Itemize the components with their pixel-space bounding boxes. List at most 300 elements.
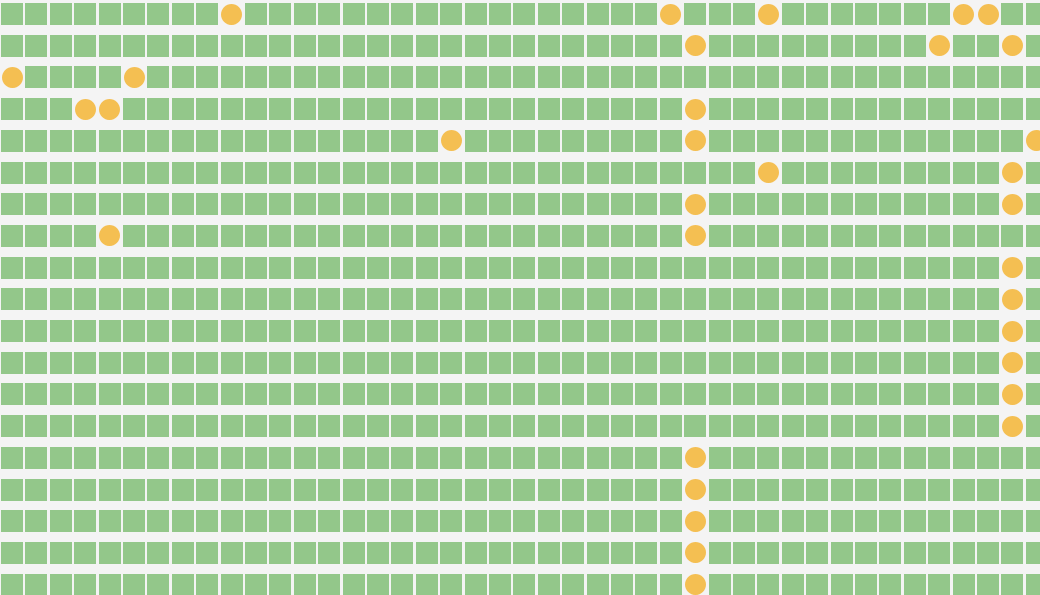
grass-tile[interactable] xyxy=(831,288,853,310)
grass-tile[interactable] xyxy=(123,510,145,532)
grass-tile[interactable] xyxy=(221,130,243,152)
grass-tile[interactable] xyxy=(831,510,853,532)
grass-tile[interactable] xyxy=(806,352,828,374)
grass-tile[interactable] xyxy=(660,542,682,564)
grass-tile[interactable] xyxy=(684,288,706,310)
grass-tile[interactable] xyxy=(855,542,877,564)
grass-tile[interactable] xyxy=(635,225,657,247)
grass-tile[interactable] xyxy=(879,447,901,469)
grass-tile[interactable] xyxy=(538,162,560,184)
grass-tile[interactable] xyxy=(953,479,975,501)
grass-tile[interactable] xyxy=(416,3,438,25)
grass-tile[interactable] xyxy=(709,257,731,279)
grass-tile[interactable] xyxy=(806,383,828,405)
grass-tile[interactable] xyxy=(587,383,609,405)
grass-tile[interactable] xyxy=(25,510,47,532)
grass-tile[interactable] xyxy=(709,35,731,57)
grass-tile[interactable] xyxy=(782,447,804,469)
grass-tile[interactable] xyxy=(1,225,23,247)
grass-tile[interactable] xyxy=(904,288,926,310)
grass-tile[interactable] xyxy=(123,98,145,120)
grass-tile[interactable] xyxy=(147,352,169,374)
grass-tile[interactable] xyxy=(99,415,121,437)
grass-tile[interactable] xyxy=(391,447,413,469)
grass-tile[interactable] xyxy=(99,320,121,342)
grass-tile[interactable] xyxy=(1,130,23,152)
grass-tile[interactable] xyxy=(977,320,999,342)
grass-tile[interactable] xyxy=(245,193,267,215)
grass-tile[interactable] xyxy=(465,383,487,405)
grass-tile[interactable] xyxy=(416,98,438,120)
grass-tile[interactable] xyxy=(513,574,535,595)
grass-tile[interactable] xyxy=(99,479,121,501)
grass-tile[interactable] xyxy=(806,66,828,88)
grass-tile[interactable] xyxy=(977,574,999,595)
grass-tile[interactable] xyxy=(489,98,511,120)
grass-tile[interactable] xyxy=(25,383,47,405)
grass-tile[interactable] xyxy=(416,288,438,310)
grass-tile[interactable] xyxy=(1001,479,1023,501)
grass-tile[interactable] xyxy=(782,288,804,310)
grass-tile[interactable] xyxy=(416,510,438,532)
grass-tile[interactable] xyxy=(1026,3,1040,25)
grass-tile[interactable] xyxy=(513,162,535,184)
grass-tile[interactable] xyxy=(318,415,340,437)
grass-tile[interactable] xyxy=(221,510,243,532)
grass-tile[interactable] xyxy=(562,510,584,532)
grass-tile[interactable] xyxy=(953,574,975,595)
grass-tile[interactable] xyxy=(1,3,23,25)
coin-cell[interactable] xyxy=(99,225,121,247)
grass-tile[interactable] xyxy=(391,98,413,120)
grass-tile[interactable] xyxy=(928,98,950,120)
grass-tile[interactable] xyxy=(416,130,438,152)
grass-tile[interactable] xyxy=(660,479,682,501)
grass-tile[interactable] xyxy=(660,130,682,152)
grass-tile[interactable] xyxy=(172,257,194,279)
grass-tile[interactable] xyxy=(50,3,72,25)
grass-tile[interactable] xyxy=(123,3,145,25)
grass-tile[interactable] xyxy=(50,320,72,342)
coin-cell[interactable] xyxy=(684,130,706,152)
grass-tile[interactable] xyxy=(1001,225,1023,247)
grass-tile[interactable] xyxy=(904,225,926,247)
grass-tile[interactable] xyxy=(587,415,609,437)
grass-tile[interactable] xyxy=(635,320,657,342)
grass-tile[interactable] xyxy=(74,130,96,152)
grass-tile[interactable] xyxy=(879,542,901,564)
grass-tile[interactable] xyxy=(440,257,462,279)
grass-tile[interactable] xyxy=(855,162,877,184)
grass-tile[interactable] xyxy=(99,130,121,152)
grass-tile[interactable] xyxy=(757,510,779,532)
grass-tile[interactable] xyxy=(172,35,194,57)
grass-tile[interactable] xyxy=(50,130,72,152)
grass-tile[interactable] xyxy=(684,162,706,184)
grass-tile[interactable] xyxy=(489,415,511,437)
grass-tile[interactable] xyxy=(343,98,365,120)
grass-tile[interactable] xyxy=(709,193,731,215)
grass-tile[interactable] xyxy=(245,479,267,501)
grass-tile[interactable] xyxy=(1,352,23,374)
grass-tile[interactable] xyxy=(25,225,47,247)
grass-tile[interactable] xyxy=(757,225,779,247)
grass-tile[interactable] xyxy=(367,510,389,532)
grass-tile[interactable] xyxy=(343,479,365,501)
grass-tile[interactable] xyxy=(25,415,47,437)
grass-tile[interactable] xyxy=(172,98,194,120)
grass-tile[interactable] xyxy=(1,383,23,405)
grass-tile[interactable] xyxy=(538,510,560,532)
grass-tile[interactable] xyxy=(879,574,901,595)
grass-tile[interactable] xyxy=(904,447,926,469)
grass-tile[interactable] xyxy=(953,542,975,564)
grass-tile[interactable] xyxy=(879,130,901,152)
grass-tile[interactable] xyxy=(123,415,145,437)
coin-cell[interactable] xyxy=(440,130,462,152)
grass-tile[interactable] xyxy=(440,415,462,437)
grass-tile[interactable] xyxy=(977,162,999,184)
grass-tile[interactable] xyxy=(660,35,682,57)
grass-tile[interactable] xyxy=(25,162,47,184)
grass-tile[interactable] xyxy=(294,542,316,564)
grass-tile[interactable] xyxy=(196,130,218,152)
grass-tile[interactable] xyxy=(513,35,535,57)
grass-tile[interactable] xyxy=(245,288,267,310)
grass-tile[interactable] xyxy=(660,162,682,184)
grass-tile[interactable] xyxy=(635,479,657,501)
grass-tile[interactable] xyxy=(391,320,413,342)
grass-tile[interactable] xyxy=(635,415,657,437)
grass-tile[interactable] xyxy=(440,510,462,532)
grass-tile[interactable] xyxy=(513,352,535,374)
grass-tile[interactable] xyxy=(1001,130,1023,152)
grass-tile[interactable] xyxy=(757,130,779,152)
grass-tile[interactable] xyxy=(269,3,291,25)
grass-tile[interactable] xyxy=(587,98,609,120)
grass-tile[interactable] xyxy=(635,162,657,184)
grass-tile[interactable] xyxy=(99,35,121,57)
grass-tile[interactable] xyxy=(367,415,389,437)
grass-tile[interactable] xyxy=(196,479,218,501)
grass-tile[interactable] xyxy=(513,225,535,247)
grass-tile[interactable] xyxy=(416,257,438,279)
grass-tile[interactable] xyxy=(538,66,560,88)
grass-tile[interactable] xyxy=(587,3,609,25)
coin-cell[interactable] xyxy=(684,35,706,57)
grass-tile[interactable] xyxy=(782,193,804,215)
grass-tile[interactable] xyxy=(831,542,853,564)
grass-tile[interactable] xyxy=(855,130,877,152)
grass-tile[interactable] xyxy=(245,542,267,564)
grass-tile[interactable] xyxy=(635,130,657,152)
grass-tile[interactable] xyxy=(977,479,999,501)
grass-tile[interactable] xyxy=(928,510,950,532)
grass-tile[interactable] xyxy=(343,162,365,184)
grass-tile[interactable] xyxy=(782,479,804,501)
grass-tile[interactable] xyxy=(367,66,389,88)
grass-tile[interactable] xyxy=(709,415,731,437)
grass-tile[interactable] xyxy=(343,257,365,279)
grass-tile[interactable] xyxy=(660,574,682,595)
grass-tile[interactable] xyxy=(99,3,121,25)
grass-tile[interactable] xyxy=(123,162,145,184)
grass-tile[interactable] xyxy=(196,3,218,25)
grass-tile[interactable] xyxy=(343,193,365,215)
grass-tile[interactable] xyxy=(562,383,584,405)
grass-tile[interactable] xyxy=(74,66,96,88)
grass-tile[interactable] xyxy=(221,162,243,184)
grass-tile[interactable] xyxy=(855,383,877,405)
grass-tile[interactable] xyxy=(757,66,779,88)
grass-tile[interactable] xyxy=(709,3,731,25)
grass-tile[interactable] xyxy=(538,3,560,25)
grass-tile[interactable] xyxy=(465,130,487,152)
grass-tile[interactable] xyxy=(343,35,365,57)
grass-tile[interactable] xyxy=(391,288,413,310)
grass-tile[interactable] xyxy=(611,257,633,279)
grass-tile[interactable] xyxy=(977,66,999,88)
grass-tile[interactable] xyxy=(1001,447,1023,469)
grass-tile[interactable] xyxy=(1,574,23,595)
grass-tile[interactable] xyxy=(611,98,633,120)
grass-tile[interactable] xyxy=(318,193,340,215)
grass-tile[interactable] xyxy=(953,98,975,120)
grass-tile[interactable] xyxy=(440,479,462,501)
grass-tile[interactable] xyxy=(343,383,365,405)
grass-tile[interactable] xyxy=(440,35,462,57)
grass-tile[interactable] xyxy=(928,383,950,405)
grass-tile[interactable] xyxy=(25,193,47,215)
grass-tile[interactable] xyxy=(538,352,560,374)
grass-tile[interactable] xyxy=(1,542,23,564)
grass-tile[interactable] xyxy=(25,288,47,310)
grass-tile[interactable] xyxy=(343,447,365,469)
grass-tile[interactable] xyxy=(50,98,72,120)
grass-tile[interactable] xyxy=(50,574,72,595)
grass-tile[interactable] xyxy=(611,66,633,88)
grass-tile[interactable] xyxy=(611,225,633,247)
grass-tile[interactable] xyxy=(831,225,853,247)
grass-tile[interactable] xyxy=(147,479,169,501)
grass-tile[interactable] xyxy=(221,574,243,595)
grass-tile[interactable] xyxy=(733,415,755,437)
grass-tile[interactable] xyxy=(831,415,853,437)
grass-tile[interactable] xyxy=(635,257,657,279)
grass-tile[interactable] xyxy=(538,415,560,437)
grass-tile[interactable] xyxy=(928,320,950,342)
grass-tile[interactable] xyxy=(1001,66,1023,88)
grass-tile[interactable] xyxy=(172,542,194,564)
grass-tile[interactable] xyxy=(391,35,413,57)
grass-tile[interactable] xyxy=(904,479,926,501)
grass-tile[interactable] xyxy=(147,320,169,342)
grass-tile[interactable] xyxy=(221,225,243,247)
grass-tile[interactable] xyxy=(904,130,926,152)
grass-tile[interactable] xyxy=(147,162,169,184)
grass-tile[interactable] xyxy=(440,98,462,120)
grass-tile[interactable] xyxy=(147,3,169,25)
grass-tile[interactable] xyxy=(782,225,804,247)
grass-tile[interactable] xyxy=(782,130,804,152)
grass-tile[interactable] xyxy=(269,257,291,279)
grass-tile[interactable] xyxy=(343,66,365,88)
grass-tile[interactable] xyxy=(196,35,218,57)
grass-tile[interactable] xyxy=(245,383,267,405)
grass-tile[interactable] xyxy=(879,479,901,501)
grass-tile[interactable] xyxy=(562,447,584,469)
grass-tile[interactable] xyxy=(489,510,511,532)
grass-tile[interactable] xyxy=(465,162,487,184)
grass-tile[interactable] xyxy=(1026,66,1040,88)
grass-tile[interactable] xyxy=(318,447,340,469)
grass-tile[interactable] xyxy=(635,542,657,564)
grass-tile[interactable] xyxy=(25,130,47,152)
grass-tile[interactable] xyxy=(367,288,389,310)
grass-tile[interactable] xyxy=(660,447,682,469)
grass-tile[interactable] xyxy=(245,98,267,120)
grass-tile[interactable] xyxy=(953,130,975,152)
grass-tile[interactable] xyxy=(1,288,23,310)
grass-tile[interactable] xyxy=(953,415,975,437)
grass-tile[interactable] xyxy=(611,320,633,342)
grass-tile[interactable] xyxy=(440,3,462,25)
grass-tile[interactable] xyxy=(562,542,584,564)
grass-tile[interactable] xyxy=(245,352,267,374)
grass-tile[interactable] xyxy=(440,320,462,342)
grass-tile[interactable] xyxy=(904,510,926,532)
grass-tile[interactable] xyxy=(709,352,731,374)
grass-tile[interactable] xyxy=(269,574,291,595)
grass-tile[interactable] xyxy=(757,542,779,564)
grass-tile[interactable] xyxy=(904,574,926,595)
grass-tile[interactable] xyxy=(782,320,804,342)
grass-tile[interactable] xyxy=(635,3,657,25)
grass-tile[interactable] xyxy=(391,225,413,247)
grass-tile[interactable] xyxy=(635,35,657,57)
grass-tile[interactable] xyxy=(343,510,365,532)
grass-tile[interactable] xyxy=(587,257,609,279)
grass-tile[interactable] xyxy=(123,447,145,469)
grass-tile[interactable] xyxy=(74,352,96,374)
grass-tile[interactable] xyxy=(269,66,291,88)
grass-tile[interactable] xyxy=(489,162,511,184)
grass-tile[interactable] xyxy=(879,35,901,57)
grass-tile[interactable] xyxy=(465,288,487,310)
grass-tile[interactable] xyxy=(196,383,218,405)
grass-tile[interactable] xyxy=(318,383,340,405)
grass-tile[interactable] xyxy=(465,35,487,57)
grass-tile[interactable] xyxy=(1026,288,1040,310)
grass-tile[interactable] xyxy=(74,447,96,469)
grass-tile[interactable] xyxy=(50,415,72,437)
coin-cell[interactable] xyxy=(684,98,706,120)
grass-tile[interactable] xyxy=(123,542,145,564)
coin-cell[interactable] xyxy=(953,3,975,25)
grass-tile[interactable] xyxy=(684,320,706,342)
grass-tile[interactable] xyxy=(757,415,779,437)
grass-tile[interactable] xyxy=(538,542,560,564)
grass-tile[interactable] xyxy=(879,193,901,215)
grass-tile[interactable] xyxy=(172,162,194,184)
grass-tile[interactable] xyxy=(172,225,194,247)
grass-tile[interactable] xyxy=(587,288,609,310)
grass-tile[interactable] xyxy=(50,479,72,501)
grass-tile[interactable] xyxy=(928,542,950,564)
grass-tile[interactable] xyxy=(172,383,194,405)
grass-tile[interactable] xyxy=(635,510,657,532)
grass-tile[interactable] xyxy=(221,383,243,405)
grass-tile[interactable] xyxy=(294,130,316,152)
grass-tile[interactable] xyxy=(757,383,779,405)
grass-tile[interactable] xyxy=(660,352,682,374)
grass-tile[interactable] xyxy=(489,35,511,57)
grass-tile[interactable] xyxy=(440,447,462,469)
grass-tile[interactable] xyxy=(953,447,975,469)
grass-tile[interactable] xyxy=(562,162,584,184)
grass-tile[interactable] xyxy=(513,3,535,25)
grass-tile[interactable] xyxy=(733,98,755,120)
grass-tile[interactable] xyxy=(977,288,999,310)
grass-tile[interactable] xyxy=(245,510,267,532)
grass-tile[interactable] xyxy=(562,35,584,57)
grass-tile[interactable] xyxy=(391,510,413,532)
grass-tile[interactable] xyxy=(269,98,291,120)
grass-tile[interactable] xyxy=(343,574,365,595)
grass-tile[interactable] xyxy=(416,415,438,437)
grass-tile[interactable] xyxy=(831,574,853,595)
grass-tile[interactable] xyxy=(904,542,926,564)
grass-tile[interactable] xyxy=(806,510,828,532)
grass-tile[interactable] xyxy=(562,225,584,247)
grass-tile[interactable] xyxy=(879,98,901,120)
grass-tile[interactable] xyxy=(904,98,926,120)
grass-tile[interactable] xyxy=(294,225,316,247)
grass-tile[interactable] xyxy=(123,383,145,405)
grass-tile[interactable] xyxy=(782,574,804,595)
grass-tile[interactable] xyxy=(782,98,804,120)
grass-tile[interactable] xyxy=(953,320,975,342)
grass-tile[interactable] xyxy=(977,383,999,405)
grass-tile[interactable] xyxy=(74,35,96,57)
grass-tile[interactable] xyxy=(977,257,999,279)
grass-tile[interactable] xyxy=(831,98,853,120)
grass-tile[interactable] xyxy=(489,383,511,405)
grass-tile[interactable] xyxy=(343,130,365,152)
grass-tile[interactable] xyxy=(733,35,755,57)
grass-tile[interactable] xyxy=(977,225,999,247)
grass-tile[interactable] xyxy=(294,510,316,532)
grass-tile[interactable] xyxy=(25,3,47,25)
grass-tile[interactable] xyxy=(879,415,901,437)
grass-tile[interactable] xyxy=(367,3,389,25)
grass-tile[interactable] xyxy=(855,574,877,595)
grass-tile[interactable] xyxy=(74,479,96,501)
grass-tile[interactable] xyxy=(440,383,462,405)
grass-tile[interactable] xyxy=(855,3,877,25)
grass-tile[interactable] xyxy=(343,415,365,437)
grass-tile[interactable] xyxy=(367,320,389,342)
grass-tile[interactable] xyxy=(806,225,828,247)
grass-tile[interactable] xyxy=(416,479,438,501)
coin-cell[interactable] xyxy=(1001,257,1023,279)
grass-tile[interactable] xyxy=(294,288,316,310)
grass-tile[interactable] xyxy=(684,3,706,25)
grass-tile[interactable] xyxy=(465,352,487,374)
grass-tile[interactable] xyxy=(245,3,267,25)
grass-tile[interactable] xyxy=(1,193,23,215)
grass-tile[interactable] xyxy=(1026,162,1040,184)
